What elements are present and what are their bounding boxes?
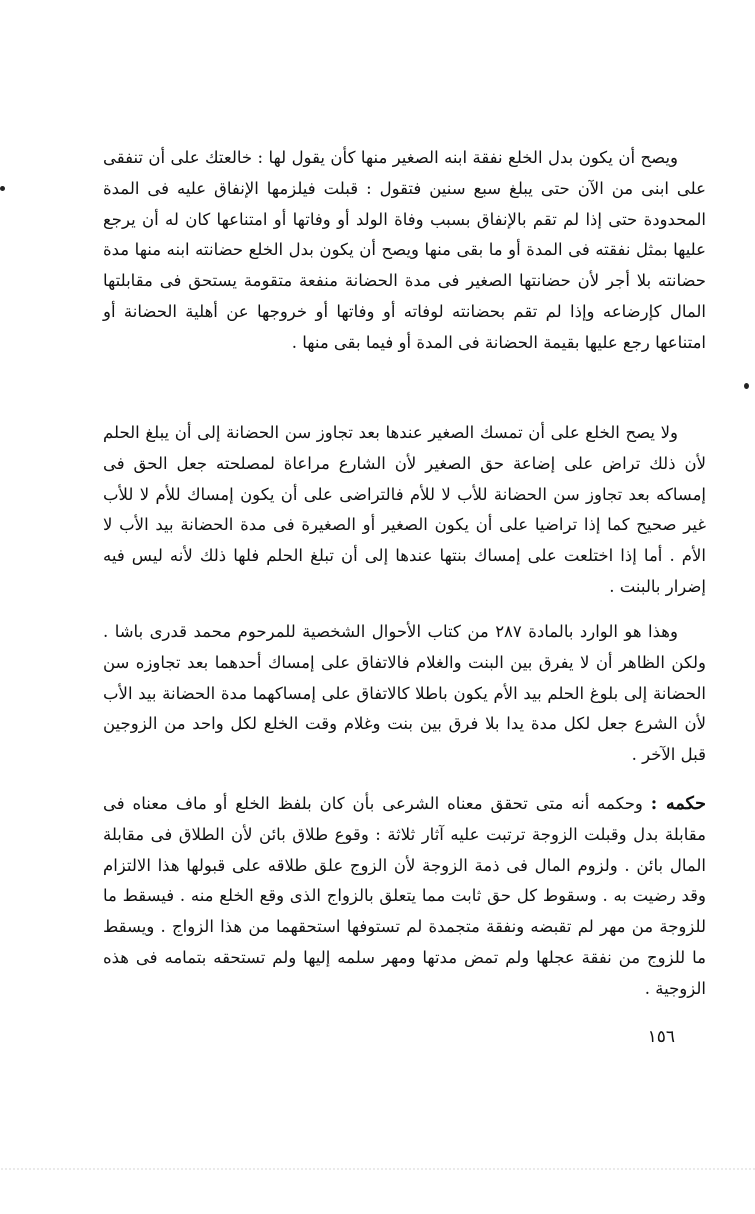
section-heading: حكمه : — [650, 794, 706, 814]
paragraph-madda-287 — [103, 617, 706, 771]
paragraph-text: ولا يصح الخلع على أن تمسك الصغير عندها بعد تجاوز سن الحضانة إلى أن يبلغ الحلم لأن ذلك تراض على إضاعة حق الصغير لأن الشارع مراعاة لمصلحته جعل الحق فى إمساكه بعد تجاوز سن الحضانة للأب لا للأم فالتراضى على أن يكون إمساك للأم لا للأب غير صحيح كما إذا تراضيا على أن يكون الصغير أو الصغيرة فى مدة الحضانة بيد الأب لا الأم . أما إذا اختلعت على إمساك بنتها عندها إلى أن تبلغ الحلم فلها ذلك لأنه ليس فيه إضرار بالبنت . — [103, 423, 706, 596]
margin-speck — [744, 383, 749, 389]
paragraph-text: وهذا هو الوارد بالمادة ٢٨٧ من كتاب الأحوال الشخصية للمرحوم محمد قدرى باشا . ولكن الظاهر أن لا يفرق بين البنت والغلام فالاتفاق على إمساك أحدهما بعد تجاوزه سن الحضانة إلى بلوغ الحلم بيد الأم يكون باطلا كالاتفاق على إمساكهما مدة الحضانة بيد الأب لأن الشرع جعل لكل مدة يدا بلا فرق بين بنت وغلام وقت الخلع لكل واحد من الزوجين قبل الآخر . — [103, 622, 706, 765]
paragraph-text: وحكمه أنه متى تحقق معناه الشرعى بأن كان بلفظ الخلع أو ماف معناه فى مقابلة بدل وقبلت الزوجة ترتبت عليه آثار ثلاثة : وقوع طلاق بائن لأن الطلاق فى مقابلة المال بائن . ولزوم المال فى ذمة الزوجة لأن الزوج علق طلاقه على قبولها هذا الالتزام وقد رضيت به . وسقوط كل حق ثابت مما يتعلق بالزواج الذى وقع الخلع منه . فيسقط ما للزوجة من مهر لم تقبضه ونفقة متجمدة لم تستوفها استحقهما من هذا الزواج . ويسقط ما للزوج من نفقة عجلها ولم تمض مدتها ومهر سلمه إليها ولم تستحقه بتمامه فى هذه الزوجية . — [103, 794, 706, 998]
paragraph-text: ويصح أن يكون بدل الخلع نفقة ابنه الصغير منها كأن يقول لها : خالعتك على أن تنفقى على ابنى من الآن حتى يبلغ سبع سنين فتقول : قبلت فيلزمها الإنفاق عليه فى المدة المحدودة حتى إذا لم تقم بالإنفاق بسبب وفاة الولد أو وفاتها أو امتناعها كان له أن يرجع عليها بمثل نفقته فى المدة أو ما بقى منها ويصح أن يكون بدل الخلع حضانته ابنه منها مدة حضانته بلا أجر لأن حضانتها الصغير فى مدة الحضانة منفعة متقومة يستحق فى مقابلتها المال كإرضاعه وإذا لم تقم بحضانته لوفاته أو وفاتها أو خروجها عن أهلية الحضانة أو امتناعها رجع عليها بقيمة الحضانة فى المدة أو فيما بقى منها . — [103, 148, 706, 352]
scan-edge-noise — [0, 1168, 755, 1170]
paragraph-hukmuhu — [103, 789, 706, 1005]
page-number: ١٥٦ — [647, 1027, 675, 1047]
margin-speck — [0, 186, 5, 191]
paragraph-badal-nafaqa — [103, 143, 706, 359]
paragraph-imsak-saghir — [103, 418, 706, 603]
